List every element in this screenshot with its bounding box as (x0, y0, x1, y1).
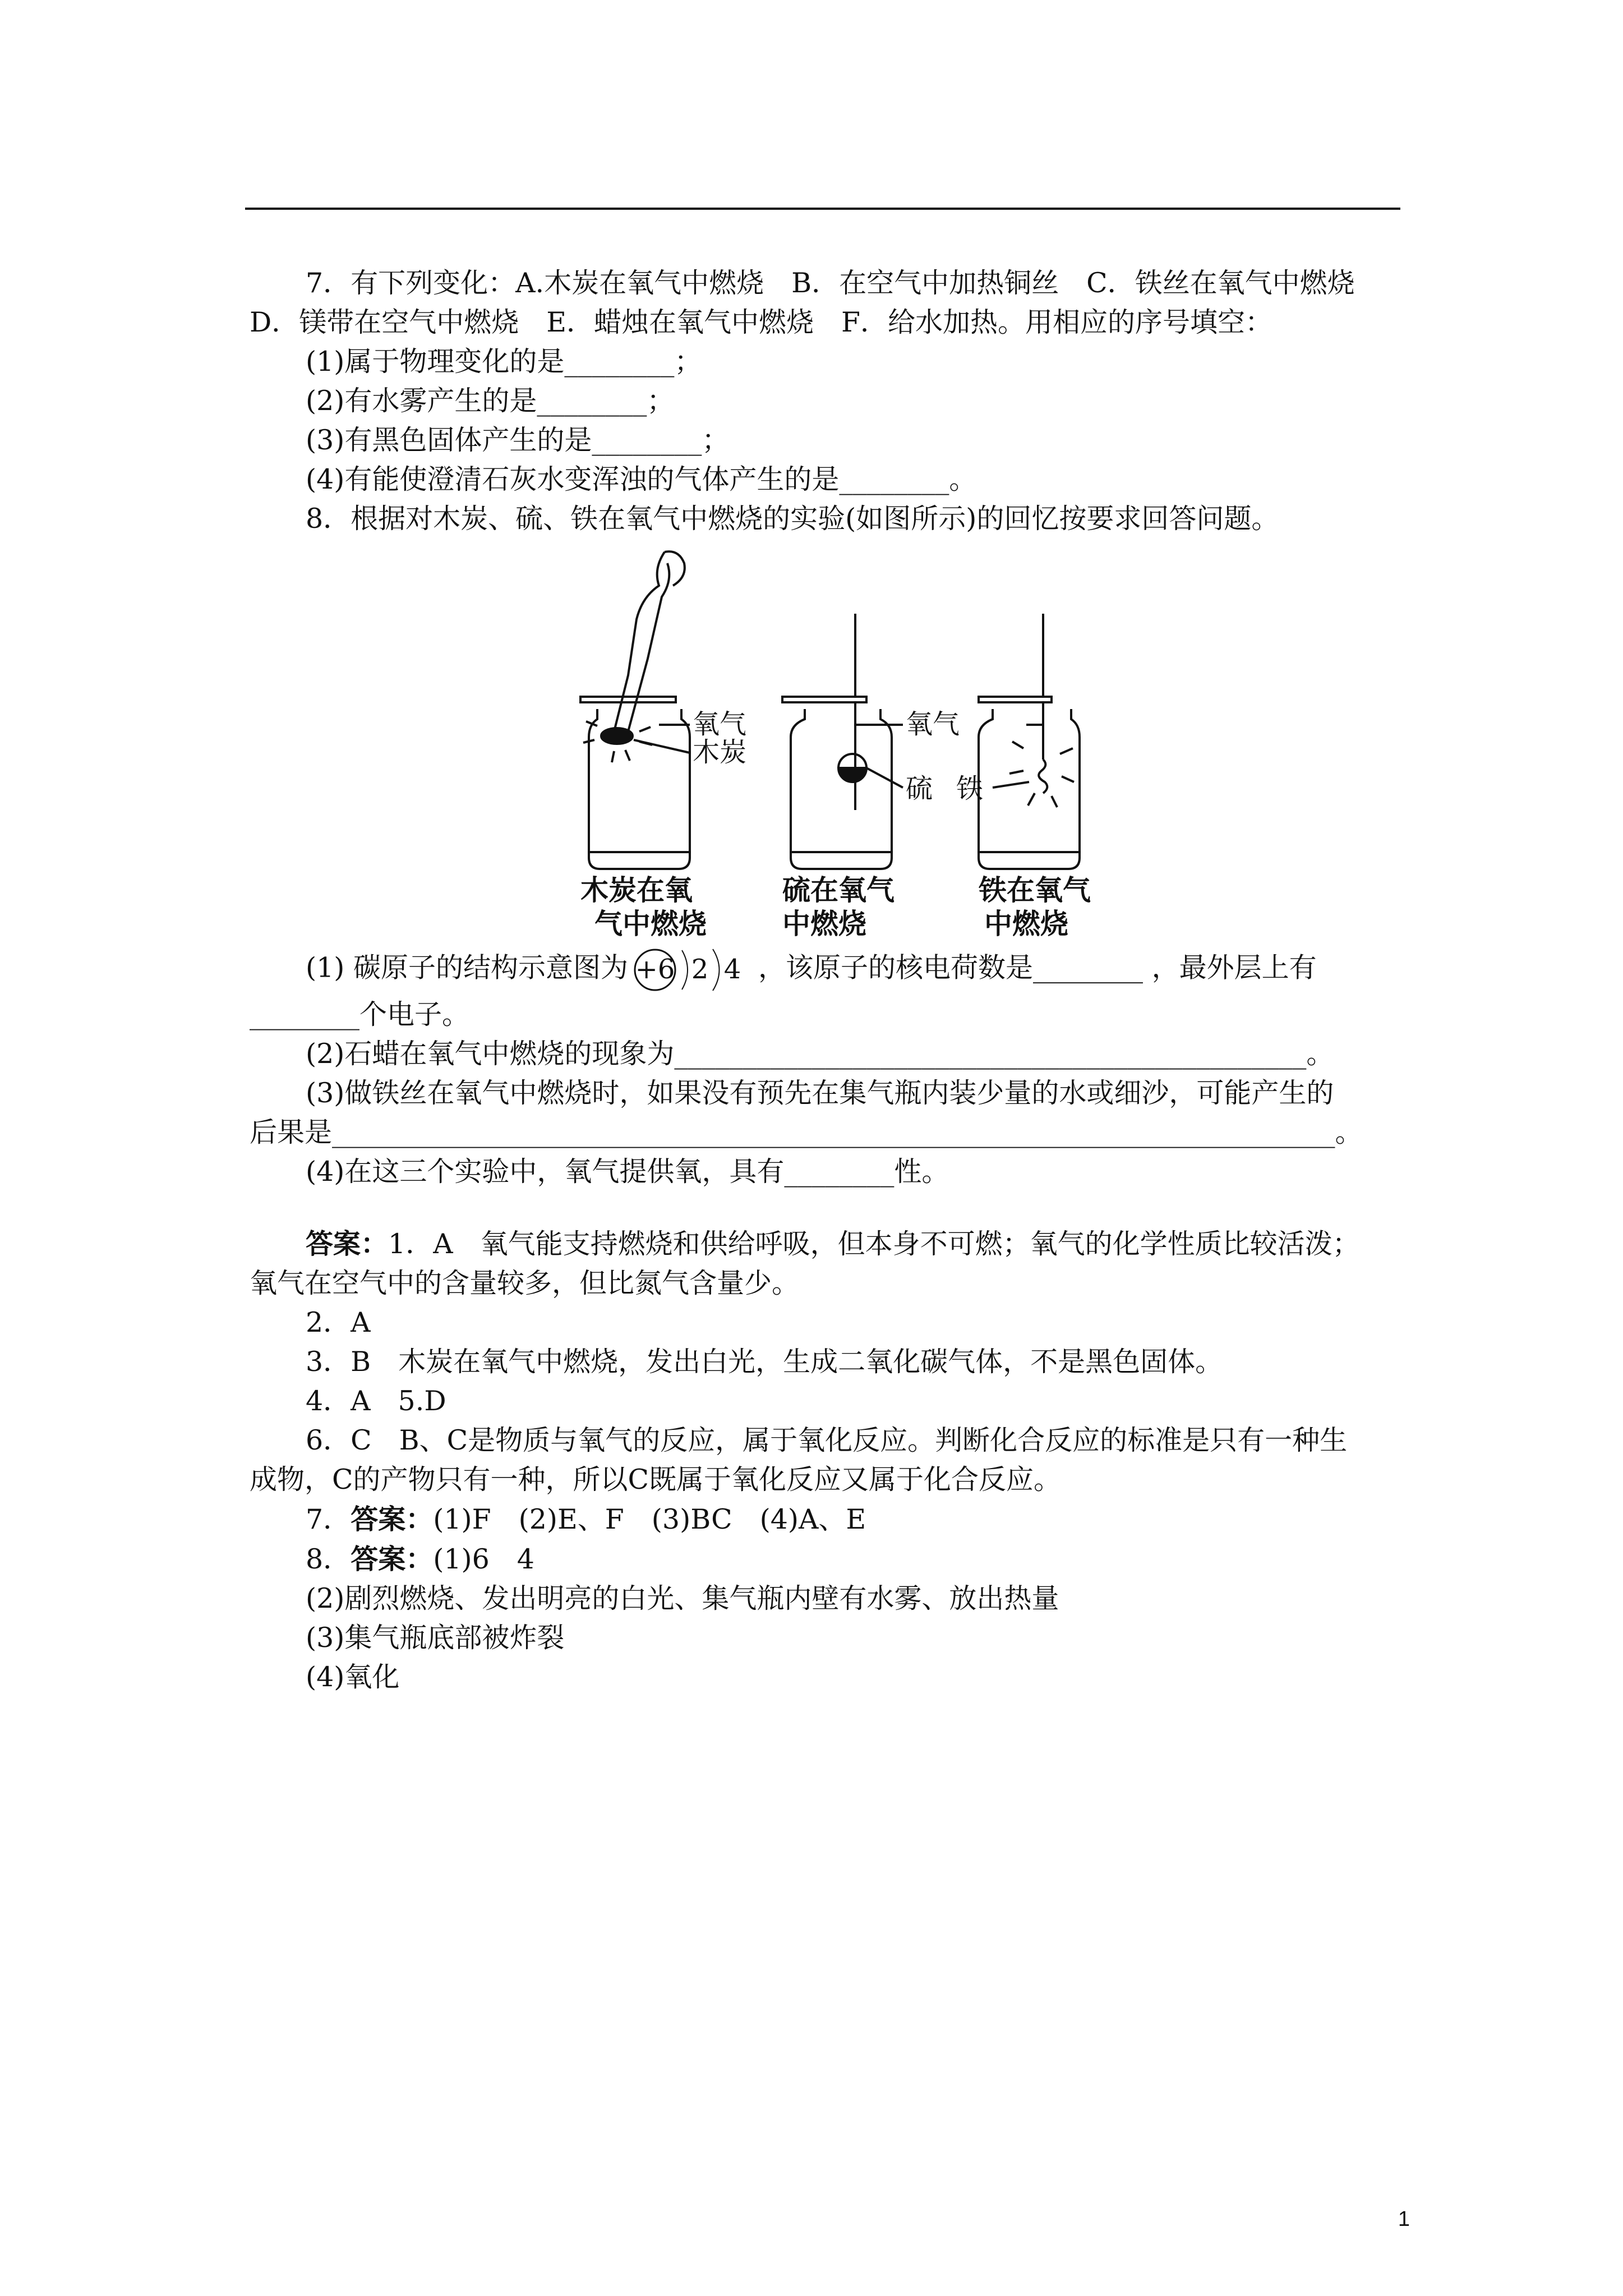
answer-8 (250, 1539, 1396, 1579)
q7-item-2: (2)有水雾产生的是________； (306, 385, 675, 417)
label-sulfur: 硫 (906, 773, 933, 804)
answer-8-num: 8． (306, 1543, 351, 1575)
atom-shell-2: 4 (723, 954, 741, 985)
q7-item-4: (4)有能使澄清石灰水变浑浊的气体产生的是________。 (306, 463, 977, 495)
answer-8-3: (3)集气瓶底部被炸裂 (306, 1622, 565, 1654)
q8-stem: 8．根据对木炭、硫、铁在氧气中燃烧的实验(如图所示)的回忆按要求回答问题。 (306, 503, 1279, 535)
answer-2: 2．A (306, 1306, 371, 1338)
page-number: 1 (1398, 2207, 1410, 2231)
answer-6-line1: 6．C B、C是物质与氧气的反应，属于氧化反应。判断化合反应的标准是只有一种生 (306, 1424, 1348, 1456)
answer-4-5: 4．A 5.D (306, 1385, 446, 1417)
atom-shell-1: 2 (691, 954, 709, 985)
q8-part1 (250, 945, 1396, 995)
q8-p1-before: (1) 碳原子的结构示意图为 (306, 951, 628, 984)
q8-part4: (4)在这三个实验中，氧气提供氧，具有________性。 (306, 1156, 949, 1188)
answer-8-2: (2)剧烈燃烧、发出明亮的白光、集气瓶内壁有水雾、放出热量 (306, 1582, 1059, 1614)
answer-8-text: (1)6 4 (433, 1543, 534, 1575)
caption-jar2-line1: 硫在氧气 (782, 873, 895, 907)
caption-jar3-line2: 中燃烧 (984, 907, 1068, 939)
answer-3: 3．B 木炭在氧气中燃烧，发出白光，生成二氧化碳气体，不是黑色固体。 (306, 1346, 1223, 1378)
answer-7-num: 7． (306, 1503, 351, 1535)
caption-jar1-line2: 气中燃烧 (594, 907, 707, 939)
content (250, 264, 1396, 1697)
label-charcoal: 木炭 (693, 737, 747, 768)
combustion-diagram (575, 546, 1136, 939)
q8-part3-line2: 后果是_________________________________________________________________________。 (250, 1116, 1363, 1148)
answer-7-text: (1)F (2)E、F (3)BC (4)A、E (433, 1503, 866, 1535)
label-iron: 铁 (956, 773, 984, 804)
q8-p1-after: ，该原子的核电荷数是________ ，最外层上有 (758, 951, 1317, 984)
jar-charcoal (580, 551, 690, 869)
answer-8-4: (4)氧化 (306, 1661, 400, 1693)
q8-part2: (2)石蜡在氧气中燃烧的现象为______________________________________________。 (306, 1038, 1334, 1070)
carbon-atom-diagram (631, 945, 755, 995)
caption-jar3-line1: 铁在氧气 (979, 873, 1091, 907)
answer-1-line2: 氧气在空气中的含量较多，但比氮气含量少。 (250, 1267, 800, 1299)
answer-6-line2: 成物，C的产物只有一种，所以C既属于氧化反应又属于化合反应。 (250, 1464, 1061, 1496)
combustion-figure (250, 546, 1396, 939)
answer-1-text: 1．A 氧气能支持燃烧和供给呼吸，但本身不可燃；氧气的化学性质比较活泼； (388, 1228, 1360, 1260)
jar-sulfur (782, 614, 903, 869)
q7-item-1: (1)属于物理变化的是________； (306, 346, 702, 378)
label-oxygen-2: 氧气 (906, 708, 960, 740)
q7-stem-line2: D．镁带在空气中燃烧 E．蜡烛在氧气中燃烧 F．给水加热。用相应的序号填空： (250, 306, 1273, 338)
answers-label: 答案： (306, 1227, 389, 1260)
caption-jar2-line2: 中燃烧 (782, 907, 866, 939)
caption-jar1-line1: 木炭在氧 (580, 873, 693, 907)
jar-iron (979, 614, 1080, 869)
q7-item-3: (3)有黑色固体产生的是________； (306, 424, 730, 456)
q8-part1-line2: ________个电子。 (250, 999, 470, 1030)
label-oxygen-1: 氧气 (693, 708, 747, 740)
q8-part3-line1: (3)做铁丝在氧气中燃烧时，如果没有预先在集气瓶内装少量的水或细沙，可能产生的 (306, 1077, 1334, 1109)
atom-nucleus: +6 (635, 954, 675, 985)
answer-7-label: 答案： (351, 1503, 434, 1535)
q7-stem-line1: 7．有下列变化：A.木炭在氧气中燃烧 B．在空气中加热铜丝 C．铁丝在氧气中燃烧 (306, 267, 1355, 299)
answer-7 (250, 1499, 1396, 1539)
answer-1-line1 (250, 1224, 1396, 1264)
header-rule (245, 208, 1400, 210)
answer-8-label: 答案： (351, 1543, 434, 1575)
